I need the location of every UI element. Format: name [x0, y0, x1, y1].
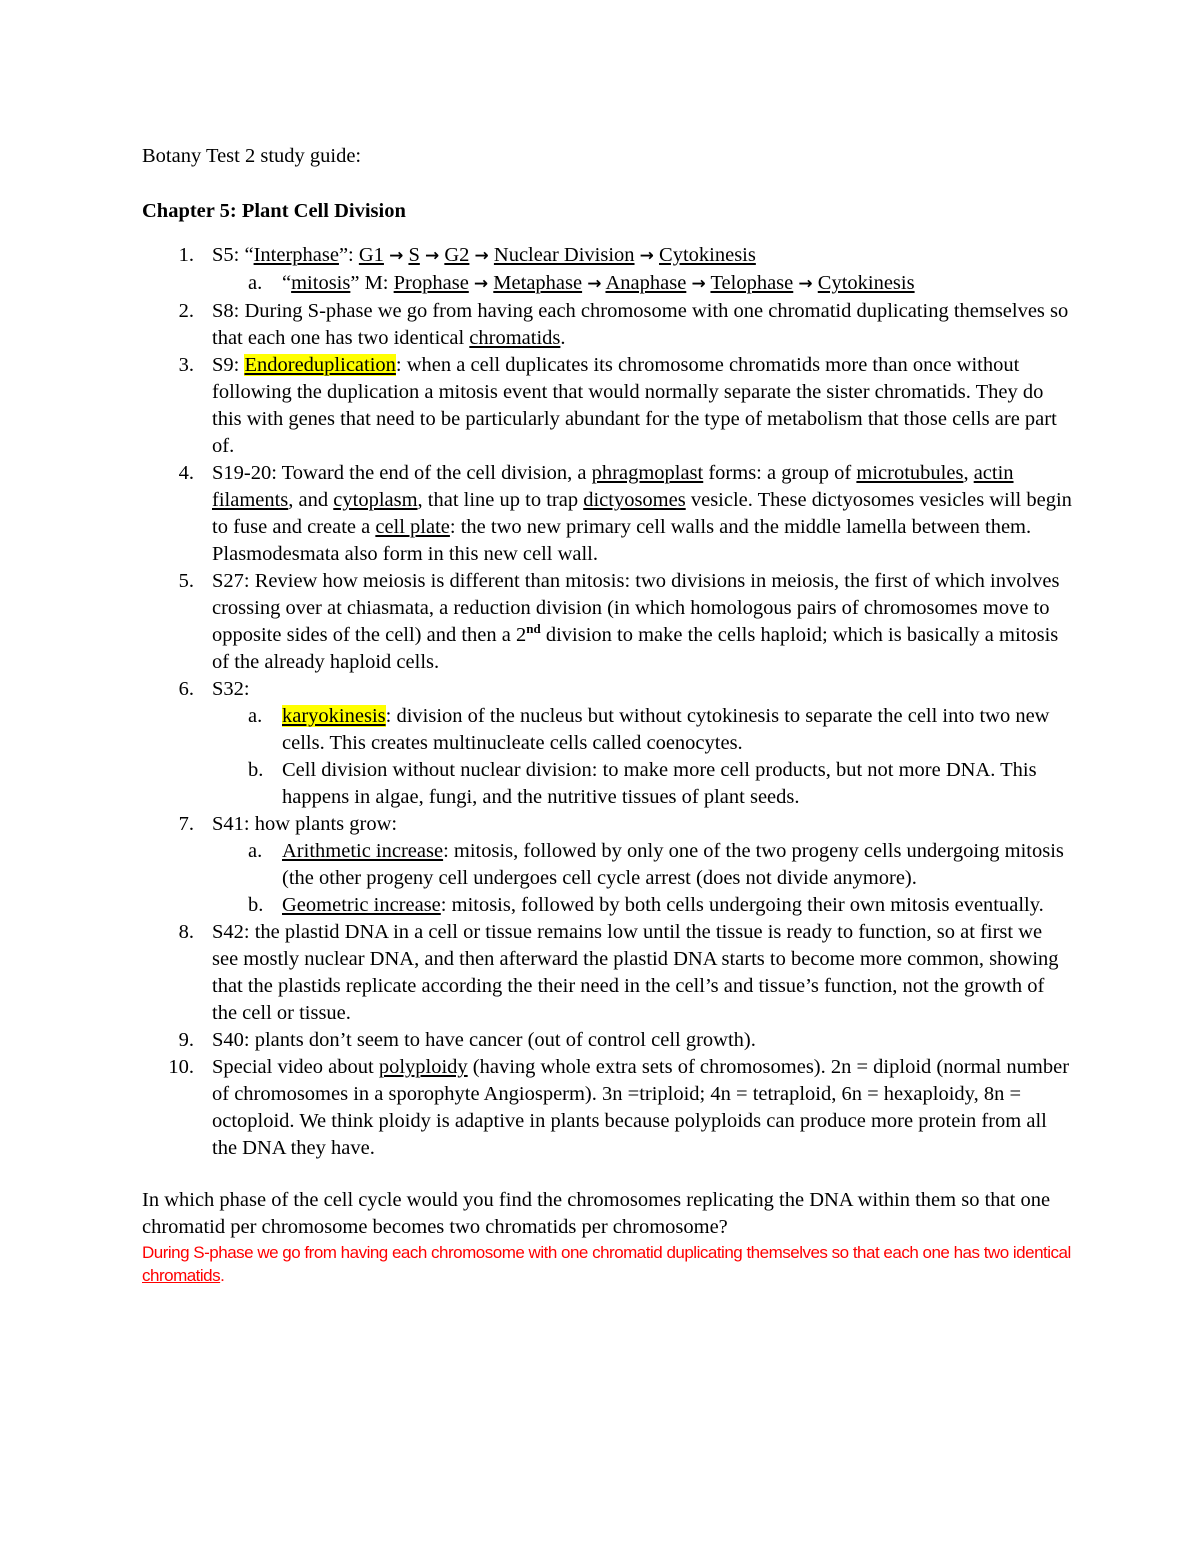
list-item: 2. S8: During S-phase we go from having each chromosome with one chromatid duplicating themselves so that each one has two identical chromatids. [142, 298, 1072, 352]
sub-list [212, 838, 1072, 919]
list-item: 7. S41: how plants grow: a. Arithmetic increase: mitosis, followed by only one of the two progeny cells undergoing mitosis (the other progeny cell undergoes cell cycle arrest (does not divide anymore). b. Geometric increase: mitosis, followed by both cells undergoing their own mitosis eventually. [142, 811, 1072, 919]
sub-list-item: a. “mitosis” M: Prophase → Metaphase → Anaphase → Telophase → Cytokinesis [212, 270, 1072, 298]
sub-list-item: b. Cell division without nuclear division: to make more cell products, but not more DNA. This happens in algae, fungi, and the nutritive tissues of plant seeds. [248, 759, 1037, 808]
right-arrow-icon: → [691, 274, 706, 294]
sub-list-item: a. karyokinesis: division of the nucleus but without cytokinesis to separate the cell into two new cells. This creates multinucleate cells called coenocytes. [248, 705, 1050, 754]
list-item: 5. S27: Review how meiosis is different than mitosis: two divisions in meiosis, the first of which involves crossing over at chiasmata, a reduction division (in which homologous pairs of chromosomes move to opposite sides of the cell) and then a 2nd division to make the cells haploid; which is basically a mitosis of the already haploid cells. [142, 568, 1072, 676]
sub-list [212, 270, 1072, 298]
right-arrow-icon: → [473, 274, 489, 294]
highlighted-term: Endoreduplication [244, 354, 396, 376]
list-item: 10. Special video about polyploidy (having whole extra sets of chromosomes). 2n = diploid (normal number of chromosomes in a sporophyte Angiosperm). 3n =triploid; 4n = tetraploid, 6n = hexaploidy, 8n = octoploid. We think ploidy is adaptive in plants because polyploids can produce more protein from all the DNA they have. [142, 1054, 1072, 1162]
list-item: 3. S9: Endoreduplication: when a cell duplicates its chromosome chromatids more than once without following the duplication a mitosis event that would normally separate the sister chromatids. They do this with genes that need to be particularly abundant for the type of metabolism that those cells are part of. [142, 352, 1072, 460]
document-title: Botany Test 2 study guide: [142, 145, 362, 167]
item-number: 6. [178, 678, 194, 700]
document-page [142, 143, 1072, 1287]
item-number: 1. [178, 244, 194, 266]
right-arrow-icon: → [424, 246, 440, 266]
sub-list [212, 703, 1072, 811]
highlighted-term: karyokinesis [282, 705, 386, 727]
chapter-heading: Chapter 5: Plant Cell Division [142, 200, 406, 222]
right-arrow-icon: → [639, 246, 654, 266]
right-arrow-icon: → [798, 274, 813, 294]
item-number: 10. [168, 1056, 194, 1078]
sub-list-item: a. Arithmetic increase: mitosis, followed by only one of the two progeny cells undergoing mitosis (the other progeny cell undergoes cell cycle arrest (does not divide anymore). [248, 840, 1064, 889]
item-letter: b. [248, 894, 264, 916]
item-letter: a. [248, 840, 263, 862]
item-number: 7. [178, 813, 194, 835]
right-arrow-icon: → [587, 274, 602, 294]
item-number: 2. [178, 300, 194, 322]
list-item: 9. S40: plants don’t seem to have cancer (out of control cell growth). [142, 1027, 1072, 1054]
item-number: 8. [178, 921, 194, 943]
study-list [142, 242, 1072, 1162]
item-number: 5. [178, 570, 194, 592]
item-number: 9. [178, 1029, 194, 1051]
right-arrow-icon: → [389, 246, 404, 266]
list-item: 8. S42: the plastid DNA in a cell or tissue remains low until the tissue is ready to function, so at first we see mostly nuclear DNA, and then afterward the plastid DNA starts to become more common, showing that the plastids replicate according the their need in the cell’s and tissue’s function, not the growth of the cell or tissue. [142, 919, 1072, 1027]
item-letter: b. [248, 759, 264, 781]
item-letter: a. [248, 705, 263, 727]
item-number: 4. [178, 462, 194, 484]
item-number: 3. [178, 354, 194, 376]
sub-list-item: b. Geometric increase: mitosis, followed by both cells undergoing their own mitosis eventually. [212, 892, 1072, 919]
question-text: In which phase of the cell cycle would you find the chromosomes replicating the DNA within them so that one chromatid per chromosome becomes two chromatids per chromosome? [142, 1189, 1051, 1238]
list-item: 1. S5: “Interphase”: G1 → S → G2 → Nuclear Division → Cytokinesis a. “mitosis” M: Prophase → Metaphase → Anaphase → Telophase → Cytokinesis [142, 242, 1072, 298]
right-arrow-icon: → [474, 246, 489, 266]
item-letter: a. [248, 272, 263, 294]
list-item: 6. S32: a. karyokinesis: division of the nucleus but without cytokinesis to separate the cell into two new cells. This creates multinucleate cells called coenocytes. b. Cell division without nuclear division: to make more cell products, but not more DNA. This happens in algae, fungi, and the nutritive tissues of plant seeds. [142, 676, 1072, 811]
list-item: 4. S19-20: Toward the end of the cell division, a phragmoplast forms: a group of microtubules, actin filaments, and cytoplasm, that line up to trap dictyosomes vesicle. These dictyosomes vesicles will begin to fuse and create a cell plate: the two new primary cell walls and the middle lamella between them. Plasmodesmata also form in this new cell wall. [142, 460, 1072, 568]
answer-text: During S-phase we go from having each chromosome with one chromatid duplicating themselves so that each one has two identical chromatids. [142, 1243, 1071, 1285]
